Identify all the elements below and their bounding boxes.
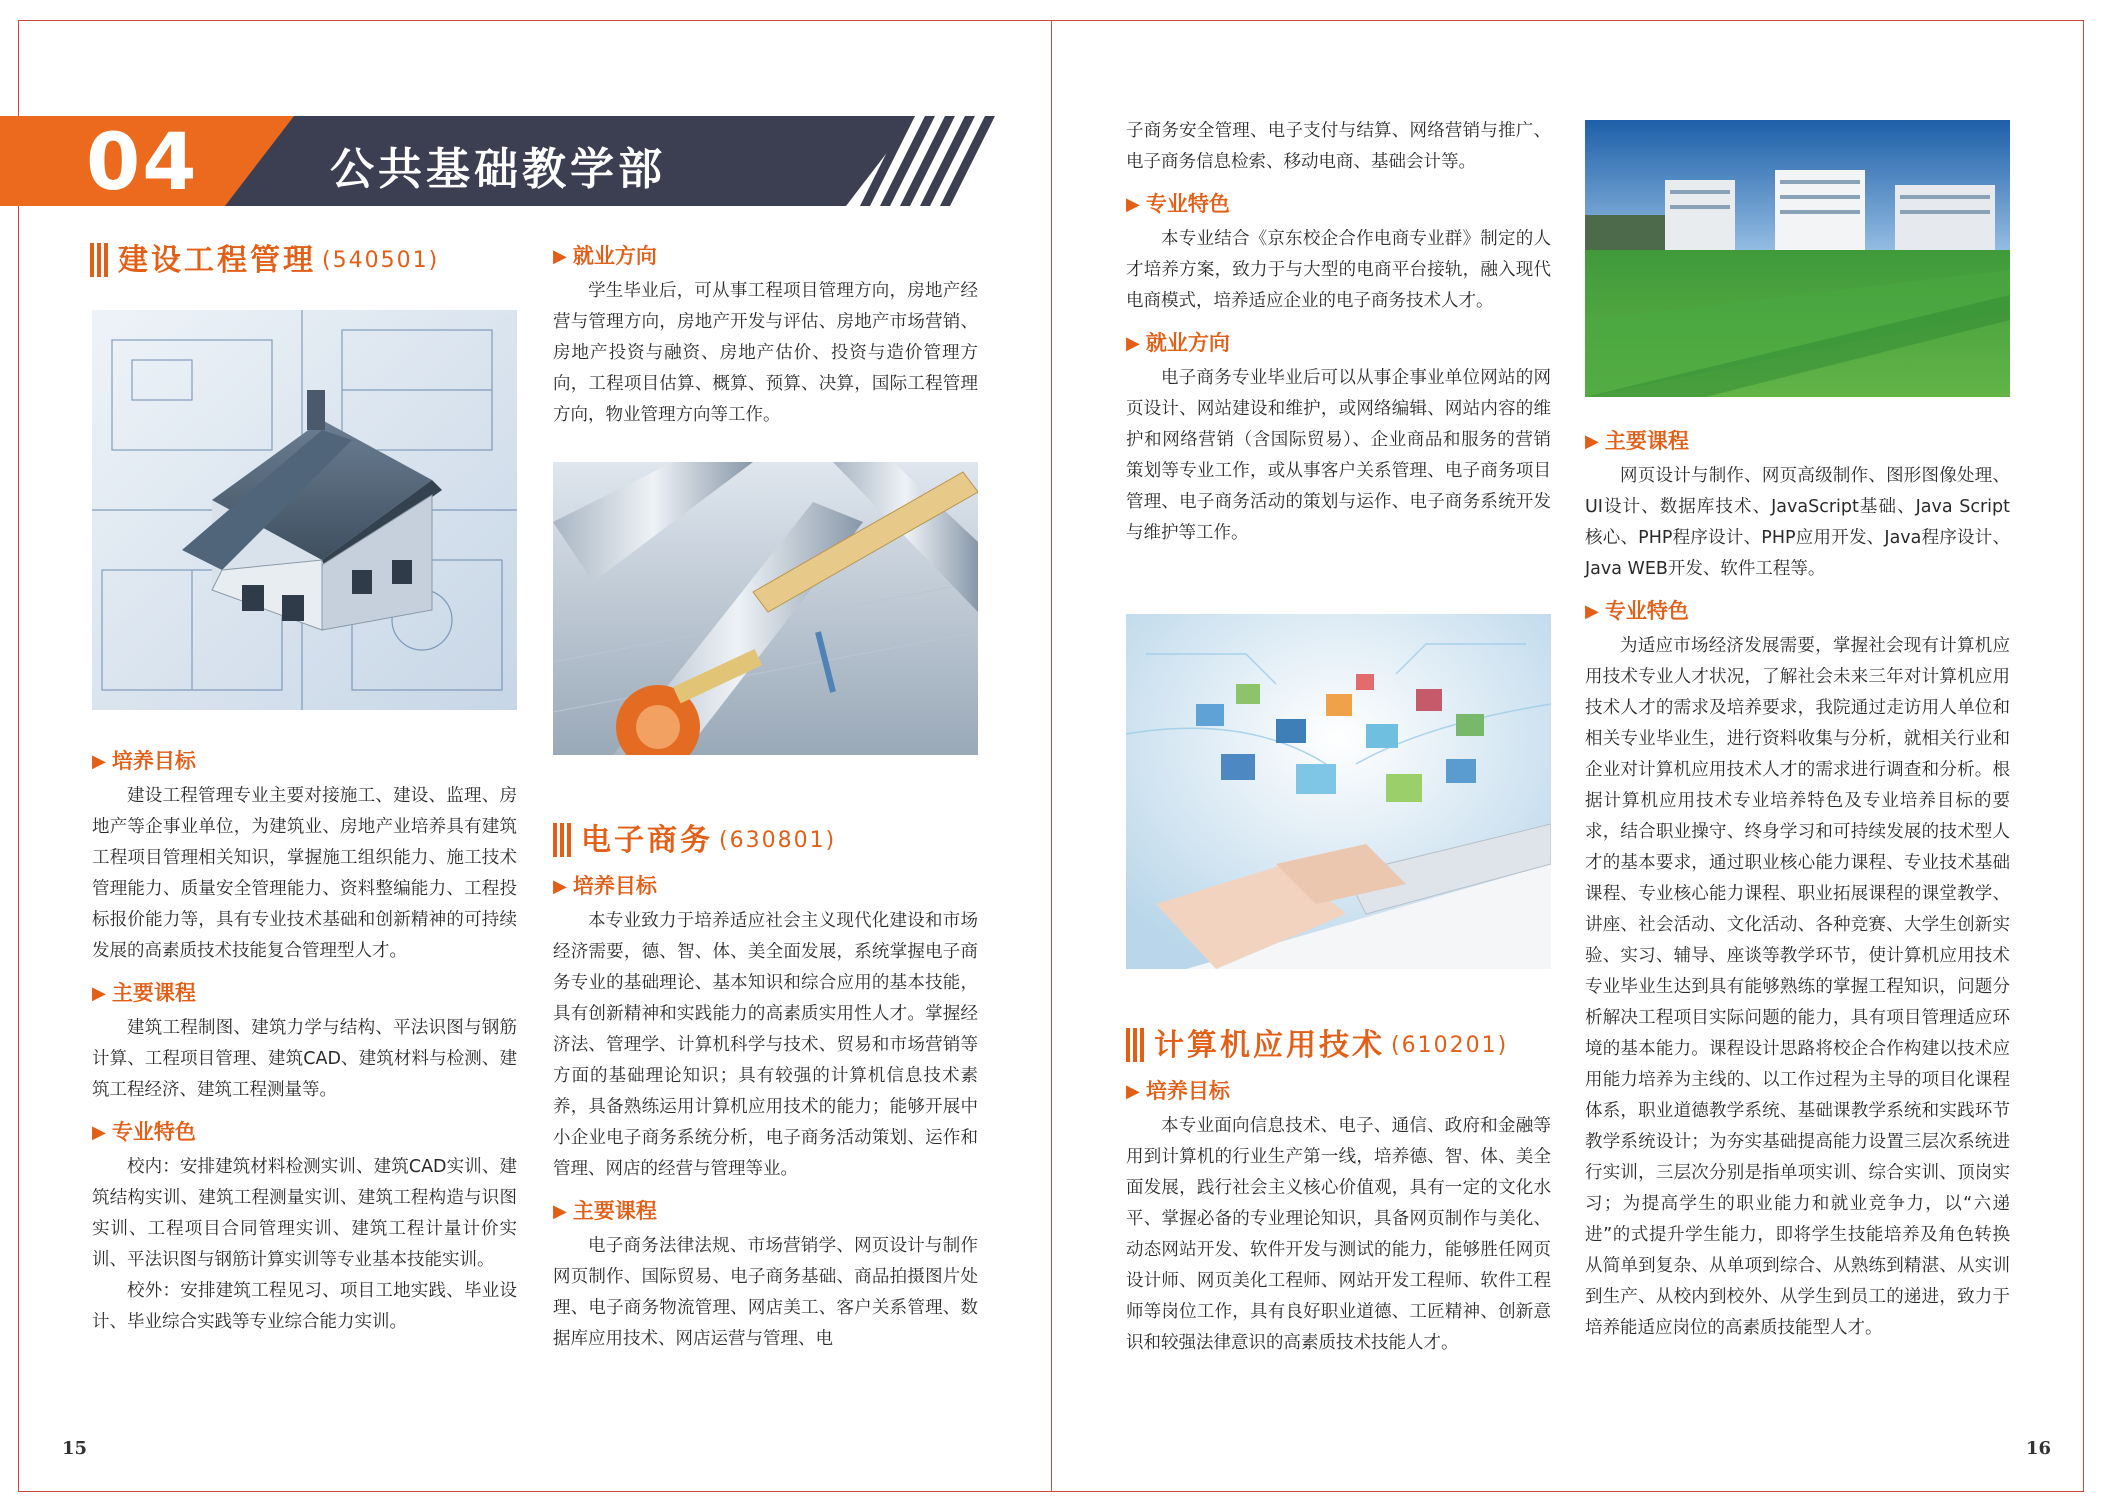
house-blueprint-photo — [92, 310, 517, 710]
section-banner — [0, 116, 1000, 206]
section-heading-courses: ▶ 主要课程 — [92, 977, 517, 1009]
triangle-bullet-icon: ▶ — [92, 750, 106, 772]
civil-column-2 — [553, 240, 978, 431]
major-name: 电子商务 — [581, 822, 713, 858]
section-heading-goal: ▶ 培养目标 — [92, 745, 517, 777]
computer-column-2 — [1585, 425, 2010, 1344]
triangle-bullet-icon: ▶ — [553, 875, 567, 897]
major-code: (610201) — [1391, 1032, 1509, 1058]
section-heading-feature: ▶ 专业特色 — [1126, 188, 1551, 220]
section-number: 04 — [86, 118, 199, 208]
triangle-bullet-icon: ▶ — [92, 1121, 106, 1143]
triangle-bullet-icon: ▶ — [1126, 1080, 1140, 1102]
campus-photo — [1585, 120, 2010, 397]
ecommerce-courses-text-a: 电子商务法律法规、市场营销学、网页设计与制作网页制作、国际贸易、电子商务基础、商品拍摄图片处理、电子商务物流管理、网店美工、客户关系管理、数据库应用技术、网店运营与管理、电 — [553, 1236, 978, 1349]
triangle-bullet-icon: ▶ — [553, 1200, 567, 1222]
civil-feature-text-2: 校外：安排建筑工程见习、项目工地实践、毕业设计、毕业综合实践等专业综合能力实训。 — [92, 1281, 517, 1332]
major-name: 建设工程管理 — [118, 242, 316, 278]
ecommerce-courses-text-b: 子商务安全管理、电子支付与结算、网络营销与推广、电子商务信息检索、移动电商、基础会计等。 — [1126, 121, 1551, 172]
laptop-photo — [1126, 614, 1551, 969]
major-title-computer — [1126, 1025, 1551, 1065]
civil-career-text: 学生毕业后，可从事工程项目管理方向，房地产经营与管理方向，房地产开发与评估、房地产市场营销、房地产投资与融资、房地产估价、投资与造价管理方向，工程项目估算、概算、预算、决算，国际工程管理方向，物业管理方向等工作。 — [553, 281, 978, 425]
computer-goal-text: 本专业面向信息技术、电子、通信、政府和金融等用到计算机的行业生产第一线，培养德、智、体、美全面发展，践行社会主义核心价值观，具有一定的文化水平、掌握必备的专业理论知识，具备网页制作与美化、动态网站开发、软件开发与测试的能力，能够胜任网页设计师、网页美化工程师、网站开发工程师、软件工程师等岗位工作，具有良好职业道德、工匠精神、创新意识和较强法律意识的高素质技术技能人才。 — [1126, 1116, 1551, 1353]
section-heading-courses: ▶ 主要课程 — [553, 1195, 978, 1227]
triangle-bullet-icon: ▶ — [92, 982, 106, 1004]
banner-stripes-decoration — [860, 116, 1000, 206]
section-heading-career: ▶ 就业方向 — [553, 240, 978, 272]
section-heading-courses: ▶ 主要课程 — [1585, 425, 2010, 457]
house-blueprint-image — [92, 310, 517, 710]
page-number-right: 16 — [2026, 1438, 2052, 1459]
triangle-bullet-icon: ▶ — [1126, 332, 1140, 354]
campus-field-image — [1585, 120, 2010, 397]
major-title-ecommerce — [553, 820, 978, 860]
ecommerce-column-1 — [553, 820, 978, 1355]
triangle-bullet-icon: ▶ — [1585, 430, 1599, 452]
section-title: 公共基础教学部 — [330, 144, 666, 195]
drafting-tools-image — [553, 462, 978, 755]
title-bars-icon — [90, 243, 108, 277]
triangle-bullet-icon: ▶ — [1585, 600, 1599, 622]
major-title-civil — [90, 240, 515, 280]
major-name: 计算机应用技术 — [1154, 1027, 1385, 1063]
major-code: (630801) — [719, 827, 837, 853]
ecommerce-column-2 — [1126, 116, 1551, 549]
computer-courses-text: 网页设计与制作、网页高级制作、图形图像处理、UI设计、数据库技术、JavaScript基础、Java Script核心、PHP程序设计、PHP应用开发、Java程序设计、Java WEB开发、软件工程等。 — [1585, 466, 2010, 579]
section-heading-goal: ▶ 培养目标 — [1126, 1075, 1551, 1107]
drafting-tools-photo — [553, 462, 978, 755]
section-heading-goal: ▶ 培养目标 — [553, 870, 978, 902]
laptop-icons-image — [1126, 614, 1551, 969]
computer-feature-text: 为适应市场经济发展需要，掌握社会现有计算机应用技术专业人才状况，了解社会未来三年对计算机应用技术人才的需求及培养要求，我院通过走访用人单位和相关专业毕业生，进行资料收集与分析，就相关行业和企业对计算机应用技术人才的需求进行调查和分析。根据计算机应用技术专业培养特色及专业培养目标的要求，结合职业操守、终身学习和可持续发展的技术型人才的基本要求，通过职业核心能力课程、专业技术基础课程、专业核心能力课程、职业拓展课程的课堂教学、讲座、社会活动、文化活动、各种竞赛、大学生创新实验、实习、辅导、座谈等教学环节，使计算机应用技术专业毕业生达到具有能够熟练的掌握工程知识，问题分析解决工程项目实际问题的能力，具有项目管理适应环境的基本能力。课程设计思路将校企合作构建以技术应用能力培养为主线的、以工作过程为主导的项目化课程体系，职业道德教学系统、基础课教学系统和实践环节教学系统设计；为夯实基础提高能力设置三层次系统进行实训，三层次分别是指单项实训、综合实训、顶岗实习；为提高学生的职业能力和就业竞争力，以“六递进”的式提升学生能力，即将学生技能培养及角色转换从简单到复杂、从单项到综合、从熟练到精湛、从实训到生产、从校内到校外、从学生到员工的递进，致力于培养能适应岗位的高素质技能型人才。 — [1585, 636, 2010, 1338]
title-bars-icon — [1126, 1028, 1144, 1062]
page-number-left: 15 — [62, 1438, 88, 1459]
ecommerce-career-text: 电子商务专业毕业后可以从事企事业单位网站的网页设计、网站建设和维护，或网络编辑、网站内容的维护和网络营销（含国际贸易）、企业商品和服务的营销策划等专业工作，或从事客户关系管理、电子商务项目管理、电子商务活动的策划与运作、电子商务系统开发与维护等工作。 — [1126, 368, 1551, 543]
ecommerce-goal-text: 本专业致力于培养适应社会主义现代化建设和市场经济需要，德、智、体、美全面发展，系统掌握电子商务专业的基础理论、基本知识和综合应用的基本技能，具有创新精神和实践能力的高素质实用性人才。掌握经济法、管理学、计算机科学与技术、贸易和市场营销等方面的基础理论知识；具有较强的计算机信息技术素养，具备熟练运用计算机应用技术的能力；能够开展中小企业电子商务系统分析，电子商务活动策划、运作和管理、网店的经营与管理等业。 — [553, 911, 978, 1179]
section-heading-feature: ▶ 专业特色 — [92, 1116, 517, 1148]
major-code: (540501) — [322, 247, 440, 273]
civil-courses-text: 建筑工程制图、建筑力学与结构、平法识图与钢筋计算、工程项目管理、建筑CAD、建筑材料与检测、建筑工程经济、建筑工程测量等。 — [92, 1018, 517, 1100]
civil-feature-text-1: 校内：安排建筑材料检测实训、建筑CAD实训、建筑结构实训、建筑工程测量实训、建筑工程构造与识图实训、工程项目合同管理实训、建筑工程计量计价实训、平法识图与钢筋计算实训等专业基本技能实训。 — [92, 1157, 517, 1270]
title-bars-icon — [553, 823, 571, 857]
triangle-bullet-icon: ▶ — [553, 245, 567, 267]
civil-column-1 — [90, 240, 515, 280]
triangle-bullet-icon: ▶ — [1126, 193, 1140, 215]
computer-column-1 — [1126, 1025, 1551, 1359]
section-heading-career: ▶ 就业方向 — [1126, 327, 1551, 359]
ecommerce-feature-text: 本专业结合《京东校企合作电商专业群》制定的人才培养方案，致力于与大型的电商平台接轨，融入现代电商模式，培养适应企业的电子商务技术人才。 — [1126, 229, 1551, 311]
civil-goal-text: 建设工程管理专业主要对接施工、建设、监理、房地产等企事业单位，为建筑业、房地产业培养具有建筑工程项目管理相关知识，掌握施工组织能力、施工技术管理能力、质量安全管理能力、资料整编能力、工程投标报价能力等，具有专业技术基础和创新精神的可持续发展的高素质技术技能复合管理型人才。 — [92, 786, 517, 961]
section-heading-feature: ▶ 专业特色 — [1585, 595, 2010, 627]
civil-column-1-text — [92, 735, 517, 1338]
